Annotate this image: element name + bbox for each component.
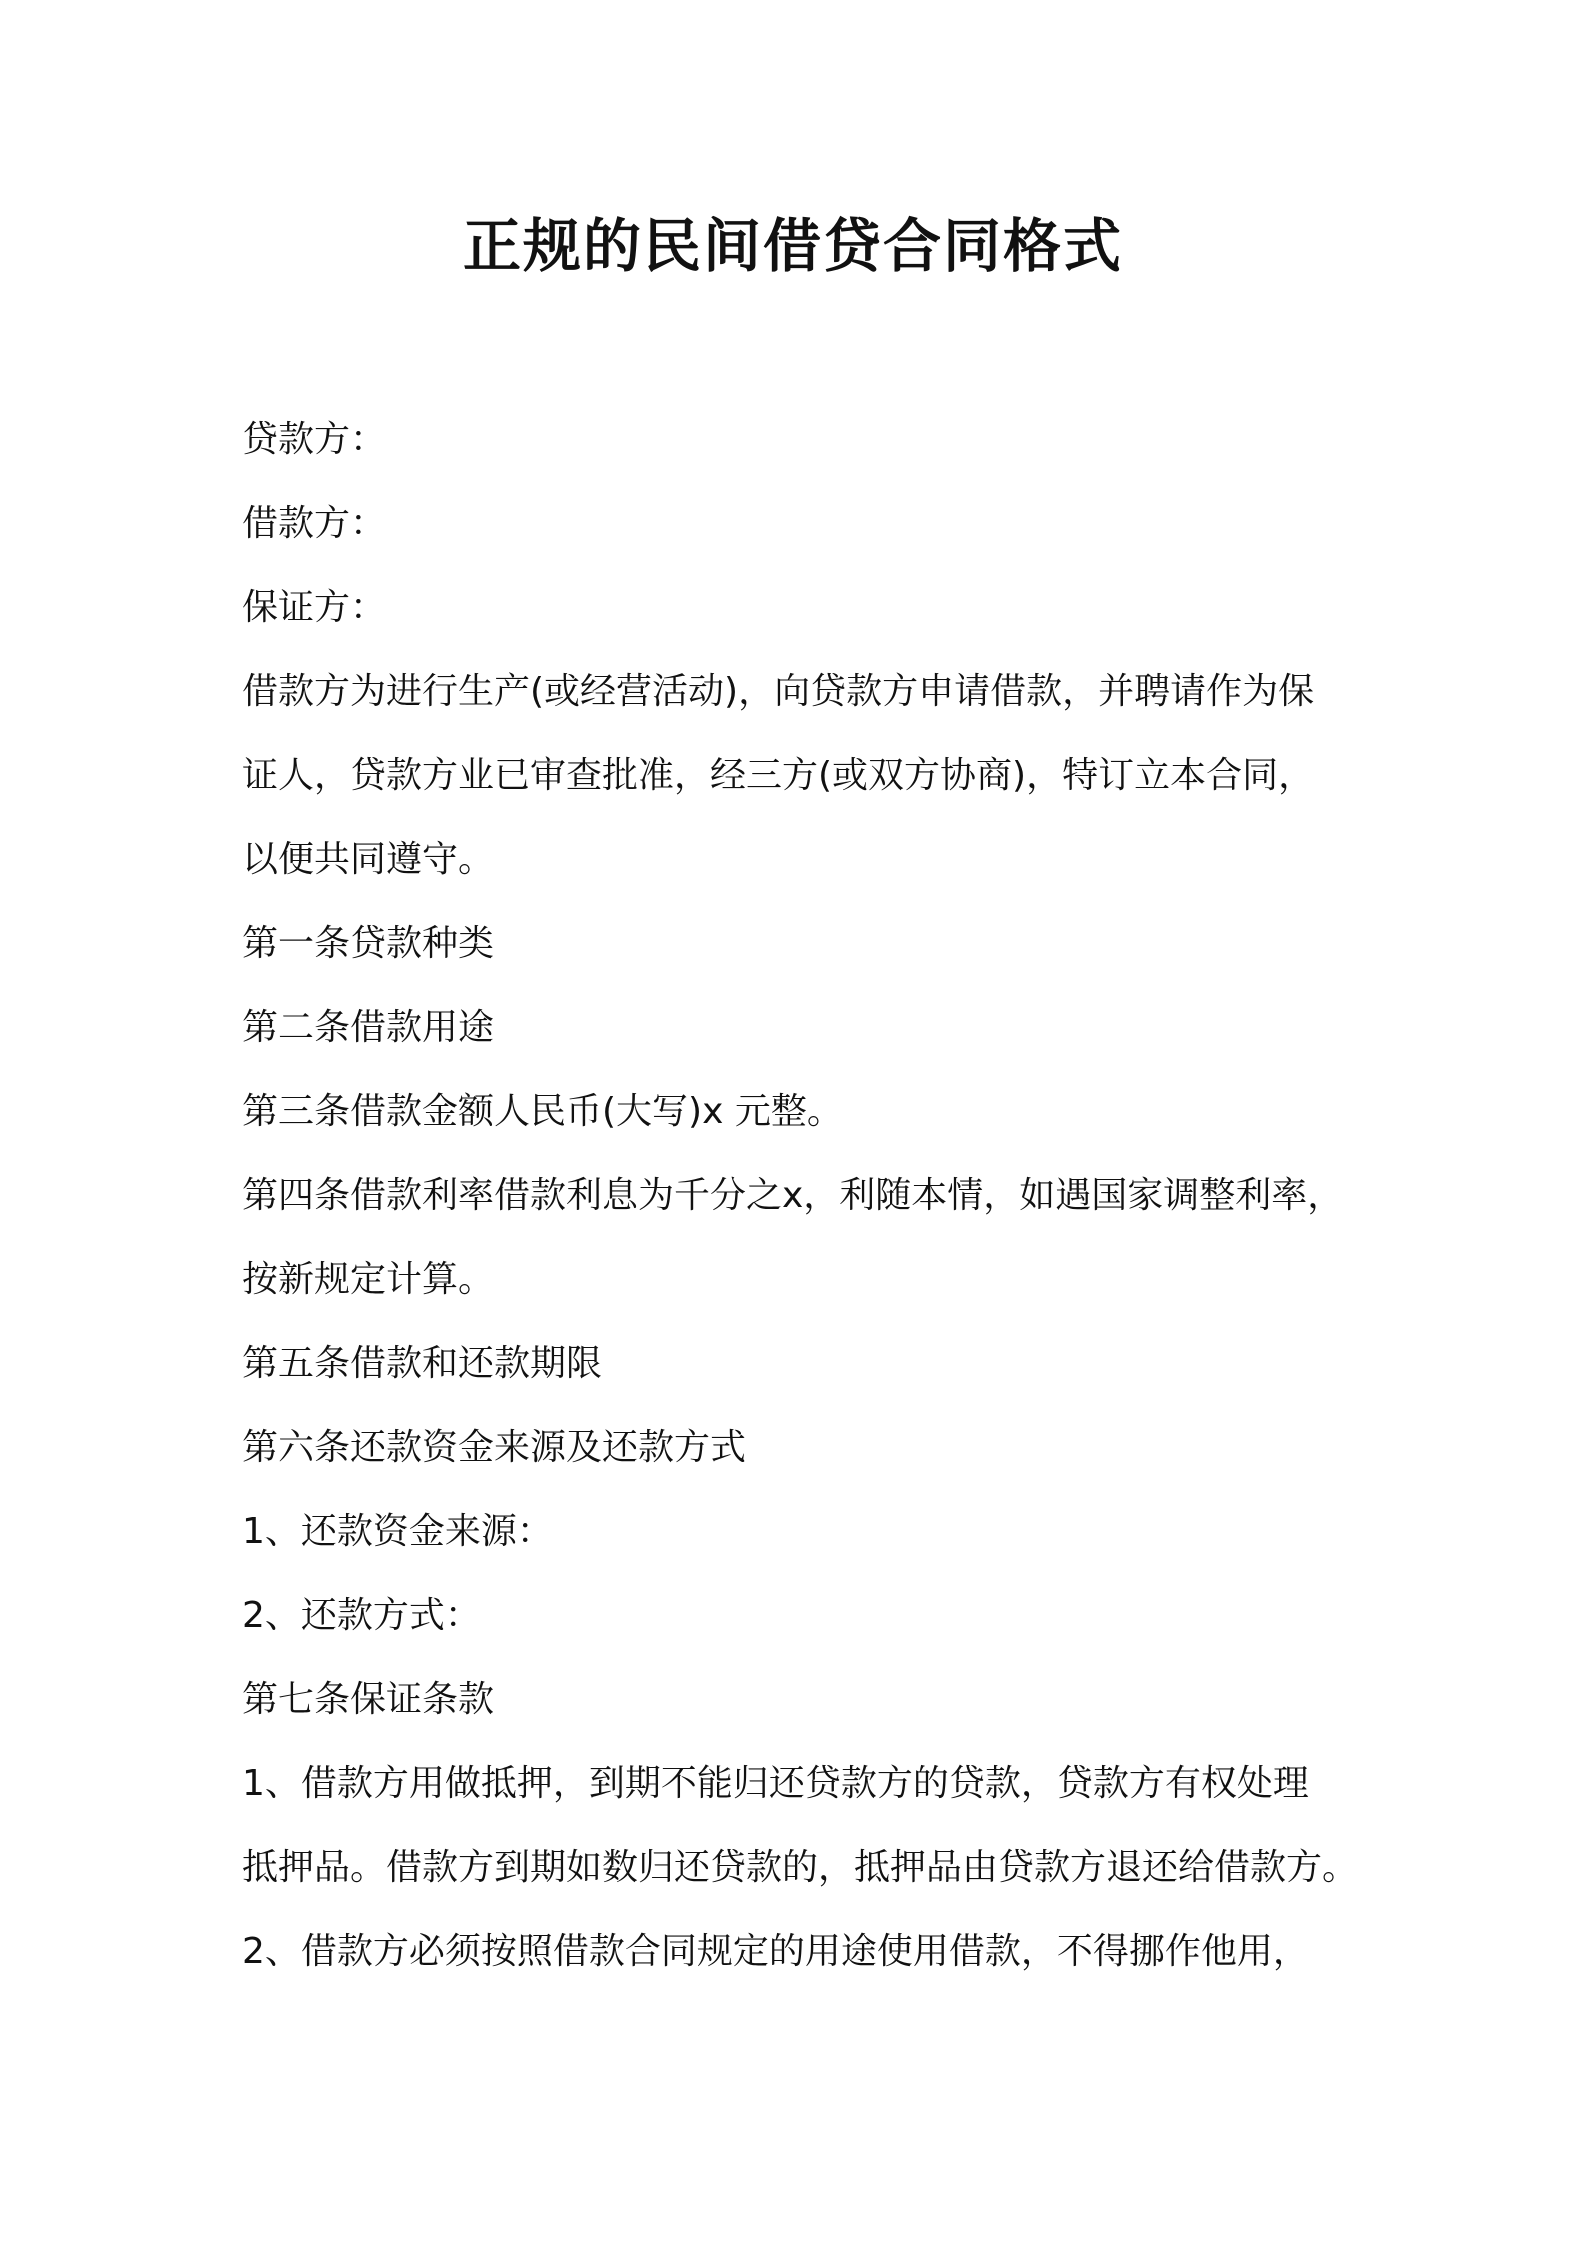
line-article-5: 第五条借款和还款期限 (242, 1343, 603, 1384)
line-article-7-item-1-b: 抵押品。借款方到期如数归还贷款的，抵押品由贷款方退还给借款方。 (242, 1847, 1359, 1888)
line-article-7-item-1-a: 1、借款方用做抵押，到期不能归还贷款方的贷款，贷款方有权处理 (242, 1763, 1309, 1804)
line-article-7-item-2: 2、借款方必须按照借款合同规定的用途使用借款，不得挪作他用， (242, 1931, 1309, 1972)
line-preamble-1: 借款方为进行生产(或经营活动)，向贷款方申请借款，并聘请作为保 (242, 671, 1315, 712)
line-article-3: 第三条借款金额人民币(大写)x 元整。 (242, 1091, 843, 1132)
line-article-7: 第七条保证条款 (242, 1679, 495, 1720)
line-lender: 贷款方： (242, 419, 387, 460)
line-article-4-a: 第四条借款利率借款利息为千分之x，利随本情，如遇国家调整利率， (242, 1175, 1344, 1216)
line-article-6: 第六条还款资金来源及还款方式 (242, 1427, 747, 1468)
line-article-6-item-2: 2、还款方式： (242, 1595, 481, 1636)
line-guarantor: 保证方： (242, 587, 387, 628)
line-article-6-item-1: 1、还款资金来源： (242, 1511, 553, 1552)
line-borrower: 借款方： (242, 503, 387, 544)
line-preamble-2: 证人，贷款方业已审查批准，经三方(或双方协商)，特订立本合同， (242, 755, 1315, 796)
line-article-4-b: 按新规定计算。 (242, 1259, 495, 1300)
document-title: 正规的民间借贷合同格式 (462, 212, 1123, 280)
line-article-2: 第二条借款用途 (242, 1007, 495, 1048)
line-preamble-3: 以便共同遵守。 (242, 839, 495, 880)
line-article-1: 第一条贷款种类 (242, 923, 495, 964)
document-body (242, 398, 1362, 1994)
